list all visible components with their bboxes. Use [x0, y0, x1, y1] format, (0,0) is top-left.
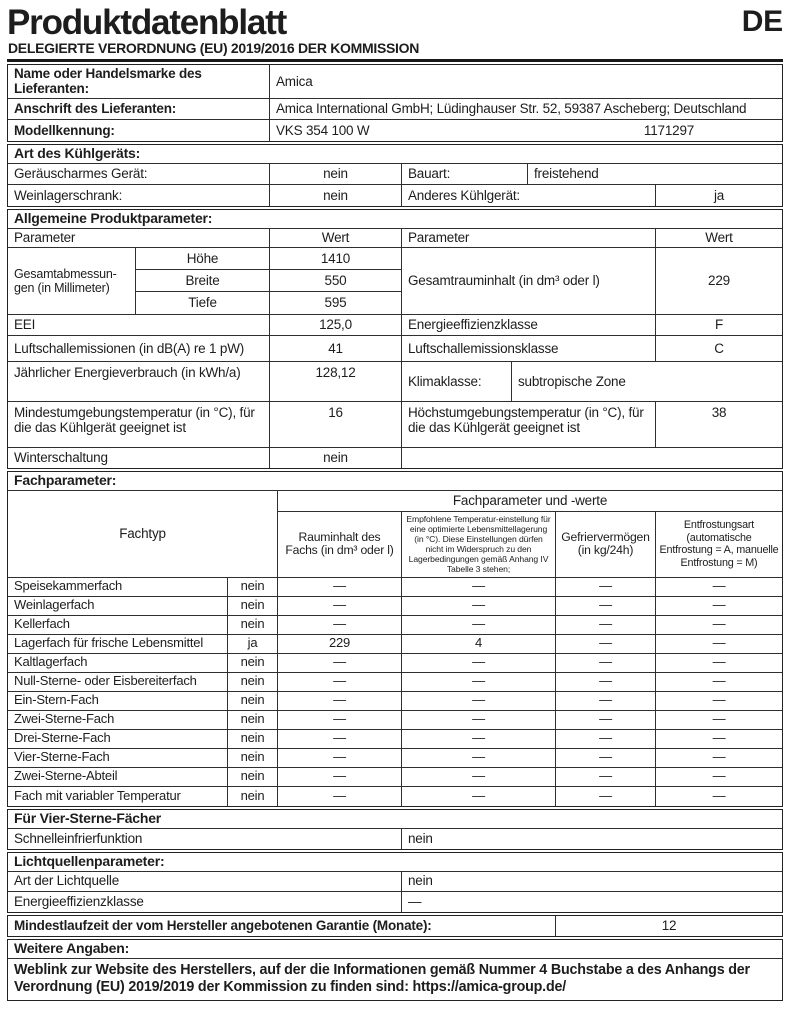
- compartment-freezing: —: [556, 654, 656, 672]
- group-header: Fachparameter und -werte: [278, 491, 782, 512]
- compartment-temperature: —: [402, 616, 556, 634]
- param-value: 128,12: [270, 362, 402, 401]
- compartment-type: Kaltlagerfach: [8, 654, 228, 672]
- param-label: Winterschaltung: [8, 448, 270, 468]
- compartment-temperature: —: [402, 711, 556, 729]
- table-row: [8, 749, 782, 768]
- table-row: [8, 315, 782, 336]
- table-row: [8, 578, 782, 597]
- param-value: nein: [270, 448, 402, 468]
- compartment-defrost: —: [712, 768, 726, 784]
- compartment-freezing: —: [556, 635, 656, 653]
- cooling-type-section: [7, 144, 783, 207]
- compartment-defrost: —: [712, 673, 726, 689]
- compartment-defrost: —: [712, 692, 726, 708]
- compartment-defrost: —: [712, 578, 726, 594]
- table-row: [8, 448, 782, 468]
- column-header: Parameter: [402, 229, 656, 247]
- section-heading: Fachparameter:: [8, 472, 782, 491]
- compartment-type: Zwei-Sterne-Abteil: [8, 768, 228, 786]
- compartment-type: Ein-Stern-Fach: [8, 692, 228, 710]
- compartment-volume: —: [278, 768, 402, 786]
- compartment-defrost: —: [712, 787, 726, 803]
- general-parameters-section: [7, 209, 783, 469]
- compartment-freezing: —: [556, 730, 656, 748]
- model-label: Modellkennung:: [8, 120, 270, 141]
- table-row: [8, 185, 782, 206]
- supplier-name-value: Amica: [276, 73, 313, 89]
- compartment-defrost: —: [712, 635, 726, 651]
- climate-label: Klimaklasse:: [402, 362, 512, 401]
- table-row: [8, 616, 782, 635]
- compartment-freezing: —: [556, 616, 656, 634]
- compartment-temperature: —: [402, 654, 556, 672]
- compartment-defrost: —: [712, 749, 726, 765]
- compartment-temperature: —: [402, 749, 556, 767]
- param-value: nein: [408, 873, 433, 889]
- model-value: VKS 354 100 W: [276, 122, 370, 138]
- table-row: [8, 692, 782, 711]
- param-value: freistehend: [534, 166, 599, 182]
- param-value: 38: [711, 404, 727, 420]
- table-row: [8, 673, 782, 692]
- compartment-defrost: —: [712, 616, 726, 632]
- param-label: Geräuscharmes Gerät:: [8, 164, 270, 184]
- dimensions-label: Gesamtabmessun-gen (in Millimeter): [8, 248, 136, 314]
- compartment-defrost: —: [712, 711, 726, 727]
- supplier-name-row: [8, 65, 782, 99]
- compartment-present: ja: [228, 635, 278, 653]
- param-label: EEI: [8, 315, 270, 335]
- param-label: Bauart:: [402, 164, 528, 184]
- param-value: ja: [713, 187, 725, 203]
- dimensions-row: [8, 248, 782, 315]
- compartment-temperature: 4: [402, 635, 556, 653]
- compartment-volume: —: [278, 616, 402, 634]
- compartment-temperature: —: [402, 692, 556, 710]
- supplier-address-row: [8, 99, 782, 120]
- dimension-row: [136, 292, 402, 314]
- compartments-rows: [8, 578, 782, 806]
- warranty-label: Mindestlaufzeit der vom Hersteller angebotenen Garantie (Monate):: [8, 916, 556, 936]
- energy-row: [8, 362, 782, 402]
- compartment-present: nein: [228, 711, 278, 729]
- param-label: Energieeffizienzklasse: [402, 315, 656, 335]
- param-label: Höchstumgebungstemperatur (in °C), für die das Kühlgerät geeignet ist: [402, 402, 656, 447]
- compartment-volume: —: [278, 730, 402, 748]
- compartment-present: nein: [228, 692, 278, 710]
- section-heading: Weitere Angaben:: [8, 940, 782, 959]
- column-header-freezing: Gefriervermögen (in kg/24h): [556, 512, 656, 577]
- compartment-defrost: —: [712, 654, 726, 670]
- column-header: Wert: [705, 230, 733, 246]
- total-volume-value: 229: [708, 273, 730, 289]
- compartment-present: nein: [228, 616, 278, 634]
- compartment-present: nein: [228, 578, 278, 596]
- param-value: nein: [408, 830, 433, 846]
- table-row: [8, 711, 782, 730]
- compartment-present: nein: [228, 768, 278, 786]
- table-row: [8, 768, 782, 787]
- supplier-address-value: Amica International GmbH; Lüdinghauser Str. 52, 59387 Ascheberg; Deutschland: [276, 101, 747, 117]
- table-row: [8, 730, 782, 749]
- light-source-section: [7, 852, 783, 913]
- param-label: Jährlicher Energieverbrauch (in kWh/a): [8, 362, 270, 401]
- compartment-temperature: —: [402, 787, 556, 806]
- compartment-freezing: —: [556, 692, 656, 710]
- compartments-header: [8, 491, 782, 578]
- warranty-row: [8, 916, 782, 936]
- column-header-temperature: Empfohlene Temperatur-einstellung für eine optimierte Lebensmittellagerung (in °C). Diese Einstellungen dürfen nicht im Widerspruch zu den Lagerbedingungen gemäß Anhang IV Tabelle 3 stehen;: [402, 512, 556, 577]
- compartment-volume: —: [278, 673, 402, 691]
- compartment-present: nein: [228, 597, 278, 615]
- compartment-temperature: —: [402, 597, 556, 615]
- compartment-volume: —: [278, 654, 402, 672]
- supplier-address-label: Anschrift des Lieferanten:: [8, 99, 270, 119]
- compartment-freezing: —: [556, 673, 656, 691]
- compartment-freezing: —: [556, 597, 656, 615]
- table-row: [8, 635, 782, 654]
- column-header-row: [8, 229, 782, 248]
- dimension-row: [136, 270, 402, 292]
- section-heading: Für Vier-Sterne-Fächer: [8, 810, 782, 829]
- compartment-volume: —: [278, 692, 402, 710]
- param-label: Schnelleinfrierfunktion: [8, 829, 402, 849]
- dimension-name: Tiefe: [136, 292, 270, 314]
- dimension-value: 595: [270, 292, 402, 314]
- compartment-present: nein: [228, 749, 278, 767]
- table-row: [8, 654, 782, 673]
- param-value: nein: [270, 185, 402, 206]
- compartment-defrost: —: [712, 730, 726, 746]
- dimension-name: Höhe: [136, 248, 270, 269]
- param-label: Luftschallemissionsklasse: [402, 336, 656, 361]
- model-id: 1171297: [643, 122, 695, 138]
- warranty-section: [7, 915, 783, 937]
- document-header: [7, 5, 783, 41]
- param-value: C: [714, 340, 724, 356]
- param-label: Art der Lichtquelle: [8, 872, 402, 891]
- compartments-section: [7, 471, 783, 807]
- compartment-type: Weinlagerfach: [8, 597, 228, 615]
- param-value: —: [408, 893, 422, 909]
- table-row: [8, 336, 782, 362]
- compartment-freezing: —: [556, 768, 656, 786]
- compartment-freezing: —: [556, 711, 656, 729]
- param-label: Weinlagerschrank:: [8, 185, 270, 206]
- param-value: nein: [270, 164, 402, 184]
- page-title: Produktdatenblatt: [7, 3, 287, 42]
- dimension-value: 550: [270, 270, 402, 291]
- compartment-volume: 229: [278, 635, 402, 653]
- compartment-freezing: —: [556, 749, 656, 767]
- four-star-section: [7, 809, 783, 850]
- regulation-subtitle: DELEGIERTE VERORDNUNG (EU) 2019/2016 DER KOMMISSION: [7, 41, 783, 62]
- compartment-freezing: —: [556, 787, 656, 806]
- climate-value: subtropische Zone: [518, 373, 626, 389]
- compartment-temperature: —: [402, 768, 556, 786]
- param-value: 125,0: [270, 315, 402, 335]
- compartment-temperature: —: [402, 578, 556, 596]
- dimension-value: 1410: [270, 248, 402, 269]
- compartment-type: Fach mit variabler Temperatur: [8, 787, 228, 806]
- column-header-defrost: Entfrostungsart (automatische Entfrostung = A, manuelle Entfrostung = M): [659, 519, 779, 569]
- table-row: [8, 787, 782, 806]
- compartment-type: Lagerfach für frische Lebensmittel: [8, 635, 228, 653]
- table-row: [8, 597, 782, 616]
- compartment-present: nein: [228, 673, 278, 691]
- language-code: DE: [741, 5, 783, 38]
- column-header: Parameter: [8, 229, 270, 247]
- column-header-fachtyp: Fachtyp: [8, 491, 278, 577]
- dimensions-subtable: [136, 248, 402, 314]
- compartment-present: nein: [228, 654, 278, 672]
- compartment-defrost: —: [712, 597, 726, 613]
- table-row: [8, 892, 782, 912]
- table-row: [8, 164, 782, 185]
- model-row: [8, 120, 782, 141]
- additional-info-section: [7, 939, 783, 1002]
- section-heading: Allgemeine Produktparameter:: [8, 210, 782, 229]
- param-label: Anderes Kühlgerät:: [402, 185, 656, 206]
- param-label: Luftschallemissionen (in dB(A) re 1 pW): [8, 336, 270, 361]
- param-value: 41: [270, 336, 402, 361]
- compartment-present: nein: [228, 730, 278, 748]
- compartment-temperature: —: [402, 673, 556, 691]
- compartment-type: Speisekammerfach: [8, 578, 228, 596]
- compartment-type: Kellerfach: [8, 616, 228, 634]
- compartment-type: Null-Sterne- oder Eisbereiterfach: [8, 673, 228, 691]
- compartment-temperature: —: [402, 730, 556, 748]
- manufacturer-weblink-text: Weblink zur Website des Herstellers, auf der die Informationen gemäß Nummer 4 Buchstabe a des Anhangs der Verordnung (EU) 2019/2019 der Kommission zu finden sind: https://amica-group.de/: [14, 961, 750, 996]
- dimension-row: [136, 248, 402, 270]
- column-header-volume: Rauminhalt des Fachs (in dm³ oder l): [278, 512, 402, 577]
- total-volume-label: Gesamtrauminhalt (in dm³ oder l): [402, 248, 656, 314]
- compartment-volume: —: [278, 787, 402, 806]
- empty-cell: [402, 448, 782, 468]
- warranty-value: 12: [661, 917, 677, 933]
- compartments-header-right: [278, 491, 782, 577]
- supplier-name-label: Name oder Handelsmarke des Lieferanten:: [8, 65, 270, 98]
- section-heading: Lichtquellenparameter:: [8, 853, 782, 872]
- compartment-volume: —: [278, 711, 402, 729]
- param-label: Energieeffizienzklasse: [8, 892, 402, 912]
- compartment-type: Drei-Sterne-Fach: [8, 730, 228, 748]
- temperature-row: [8, 402, 782, 448]
- table-row: [8, 872, 782, 892]
- supplier-section: [7, 64, 783, 142]
- compartment-freezing: —: [556, 578, 656, 596]
- sub-header-row: [278, 512, 782, 577]
- dimension-name: Breite: [136, 270, 270, 291]
- section-heading: Art des Kühlgeräts:: [8, 145, 782, 164]
- compartment-volume: —: [278, 597, 402, 615]
- compartment-present: nein: [228, 787, 278, 806]
- compartment-type: Zwei-Sterne-Fach: [8, 711, 228, 729]
- param-label: Mindestumgebungstemperatur (in °C), für die das Kühlgerät geeignet ist: [8, 402, 270, 447]
- compartment-type: Vier-Sterne-Fach: [8, 749, 228, 767]
- compartment-volume: —: [278, 749, 402, 767]
- column-header: Wert: [270, 229, 402, 247]
- param-value: F: [714, 317, 724, 333]
- compartment-volume: —: [278, 578, 402, 596]
- table-row: [8, 829, 782, 849]
- param-value: 16: [270, 402, 402, 447]
